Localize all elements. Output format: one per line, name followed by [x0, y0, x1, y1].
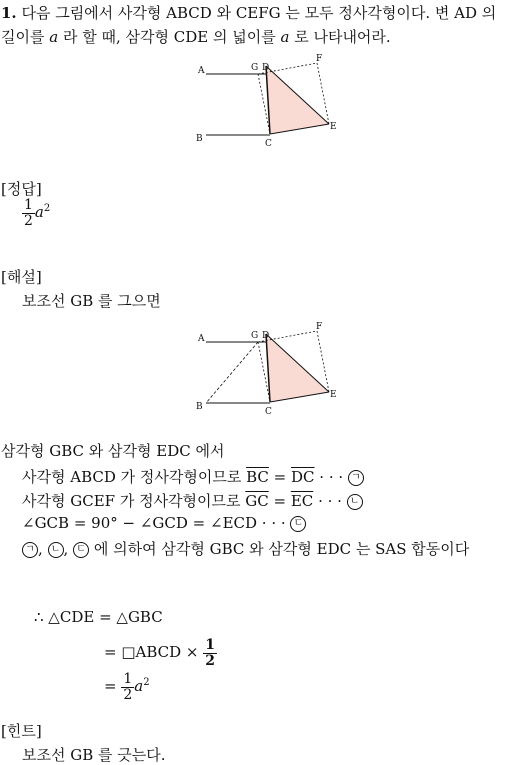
answer-exponent: 2 — [43, 203, 51, 215]
answer-header: [정답] — [1, 180, 42, 198]
derivation-fraction-2: $\frac{1}{2}$ — [123, 671, 133, 703]
explanation-conclusion: ㄱ , ㄴ , ㄷ 에 의하여 삼각형 GBC 와 삼각형 EDC 는 SAS 합동이다 — [22, 538, 469, 559]
answer-var: a — [34, 203, 44, 222]
explanation-compare: 삼각형 GBC 와 삼각형 EDC 에서 — [1, 442, 225, 460]
explanation-step-1: 사각형 ABCD 가 정사각형이므로 $\overline{BC} = \overline{DC}$ · · · ㄱ — [22, 466, 364, 487]
segment-gb-auxiliary — [206, 342, 258, 403]
label-e: E — [330, 390, 337, 400]
circled-mark-1: ㄱ — [22, 542, 38, 558]
var-a: a — [280, 28, 290, 46]
label-g: G — [251, 63, 259, 73]
figure-with-auxiliary — [190, 318, 350, 418]
explanation-step-2: 사각형 GCEF 가 정사각형이므로 $\overline{GC} = \overline{EC}$ · · · ㄴ — [22, 490, 363, 511]
label-f: F — [316, 54, 323, 64]
derivation-fraction-1: $\frac{1}{2}$ — [205, 637, 216, 669]
answer-fraction: $\frac{1}{2}$ — [24, 197, 33, 229]
circled-mark-3: ㄷ — [73, 542, 89, 558]
label-d: D — [262, 331, 270, 341]
label-g: G — [251, 331, 259, 341]
explanation-header: [해설] — [1, 268, 42, 286]
figure-squares — [190, 50, 350, 150]
circled-mark-2: ㄴ — [48, 542, 64, 558]
label-b: B — [196, 134, 203, 144]
explanation-aux-line: 보조선 GB 를 그으면 — [22, 292, 161, 310]
segment-ec-label: $\overline{EC}$ — [290, 492, 314, 510]
segment-dc-label: $\overline{DC}$ — [291, 468, 315, 486]
explanation-step-3: ∠GCB = 90° − ∠GCD = ∠ECD · · · ㄷ — [22, 514, 306, 532]
label-e: E — [330, 122, 337, 132]
problem-line-2 — [1, 26, 391, 47]
problem-number: 1. — [1, 4, 17, 22]
label-c: C — [265, 407, 272, 417]
hint-header: [힌트] — [1, 722, 42, 740]
problem-text-2c: 로 나타내어라. — [289, 28, 391, 46]
hint-text: 보조선 GB 를 긋는다. — [22, 746, 166, 764]
label-a: A — [198, 334, 205, 344]
segment-bc-label: $\overline{BC}$ — [246, 468, 269, 486]
var-a: a — [49, 28, 59, 46]
problem-text-1: 다음 그림에서 사각형 ABCD 와 CEFG 는 모두 정사각형이다. 변 AD 의 — [21, 4, 497, 22]
label-b: B — [196, 402, 203, 412]
label-c: C — [265, 139, 272, 149]
derivation-line-1: ∴ △CDE = △GBC — [34, 608, 163, 626]
derivation-line-3: = $\frac{1}{2}$ $a^2$ — [104, 671, 150, 703]
segment-gc-label: $\overline{GC}$ — [245, 492, 269, 510]
circled-mark-2: ㄴ — [347, 494, 363, 510]
label-a: A — [198, 66, 205, 76]
problem-line-1 — [1, 2, 496, 23]
circled-mark-3: ㄷ — [290, 516, 306, 532]
answer-value — [22, 198, 50, 228]
derivation-line-2: = □ABCD × $\frac{1}{2}$ — [104, 637, 216, 669]
problem-text-2b: 라 할 때, 삼각형 CDE 의 넓이를 — [58, 28, 281, 46]
label-f: F — [316, 322, 323, 332]
circled-mark-1: ㄱ — [348, 470, 364, 486]
problem-text-2a: 길이를 — [1, 28, 50, 46]
label-d: D — [262, 63, 270, 73]
